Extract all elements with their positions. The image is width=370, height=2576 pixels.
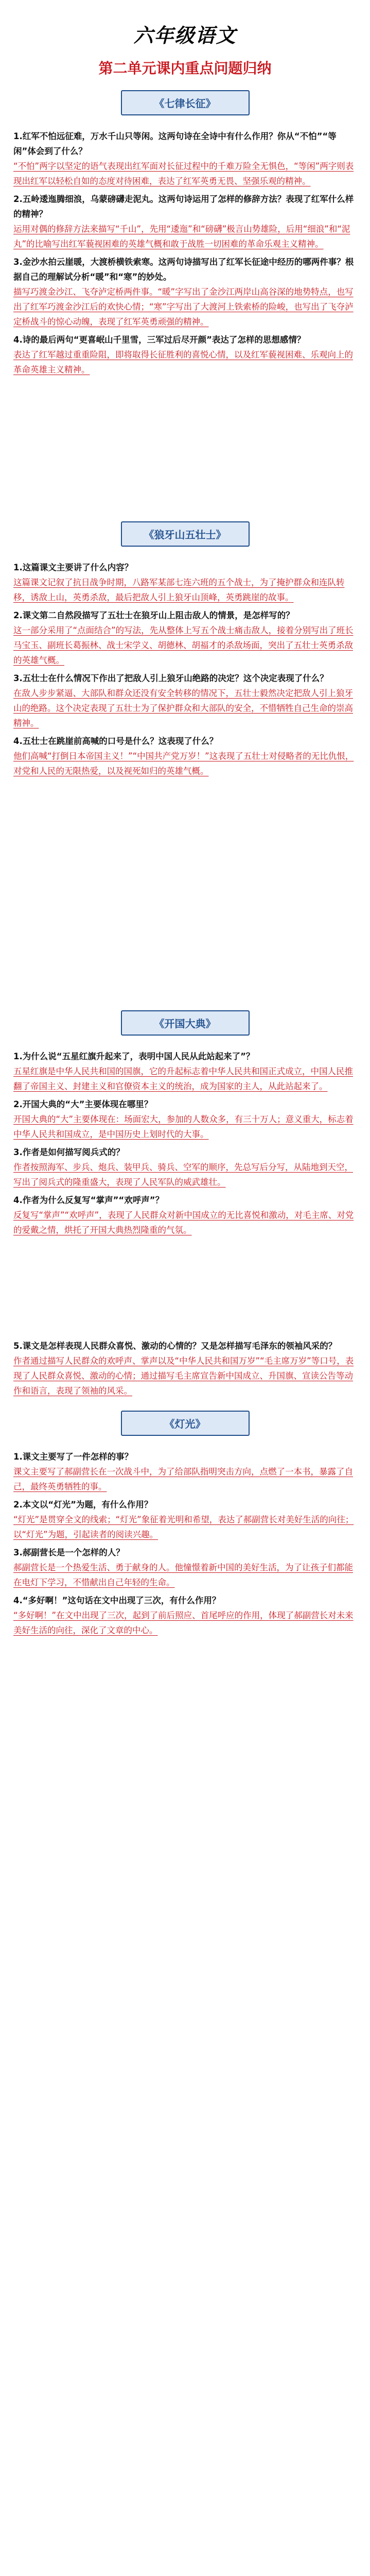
section-title-langyashan: 《狼牙山五壮士》 <box>121 521 250 547</box>
section-title-dengguang: 《灯光》 <box>121 1411 250 1436</box>
qa-item <box>13 560 357 605</box>
answer: 表达了红军越过重重险阻，即将取得长征胜利的喜悦心情，以及红军藐视困难、乐观向上的革命英雄主义精神。 <box>13 350 353 375</box>
section-title-kaiguo-dadian: 《开国大典》 <box>121 1010 250 1036</box>
qa-item <box>13 608 357 668</box>
qa-item <box>13 1338 357 1398</box>
qa-item <box>13 1593 357 1638</box>
answer: 他们高喊“打倒日本帝国主义！”“中国共产党万岁！”这表现了五壮士对侵略者的无比仇恨，对党和人民的无限热爱，以及视死如归的英雄气概。 <box>13 751 354 776</box>
question: 5.课文是怎样表现人民群众喜悦、激动的心情的？又是怎样描写毛泽东的领袖风采的？ <box>13 1341 337 1351</box>
spacer <box>13 782 357 998</box>
answer: 郝副营长是一个热爱生活、勇于献身的人。他憧憬着新中国的美好生活，为了让孩子们都能在电灯下学习，不惜献出自己年轻的生命。 <box>13 1563 353 1587</box>
qa-item <box>13 129 357 189</box>
question: 3.五壮士在什么情况下作出了把敌人引上狼牙山绝路的决定？这个决定表现了什么？ <box>13 673 328 683</box>
question: 1.这篇课文主要讲了什么内容？ <box>13 563 133 572</box>
question: 4.作者为什么反复写“掌声”“欢呼声”？ <box>13 1195 164 1205</box>
question: 4.诗的最后两句“更喜岷山千里雪，三军过后尽开颜”表达了怎样的思想感情？ <box>13 335 306 345</box>
qa-item <box>13 1449 357 1494</box>
question: 4.“多好啊！”这句话在文中出现了三次，有什么作用？ <box>13 1596 221 1605</box>
qa-item <box>13 255 357 329</box>
qa-item <box>13 734 357 778</box>
answer: 反复写“掌声”“欢呼声”，表现了人民群众对新中国成立的无比喜悦和激动，对毛主席、对党的爱戴之情，烘托了开国大典热烈隆重的气氛。 <box>13 1210 354 1235</box>
answer: 运用对偶的修辞方法来描写“千山”，先用“逶迤”和“磅礴”极言山势雄险，后用“细浪”和“泥丸”的比喻写出红军藐视困难的英雄气概和敢于战胜一切困难的革命乐观主义精神。 <box>13 224 350 249</box>
question: 3.郝副营长是一个怎样的人？ <box>13 1548 125 1557</box>
answer: “多好啊！”在文中出现了三次，起到了前后照应、首尾呼应的作用，体现了郝副营长对未来美好生活的向往，深化了文章的中心。 <box>13 1611 354 1635</box>
answer: 作者按照海军、步兵、炮兵、装甲兵、骑兵、空军的顺序，先总写后分写，从陆地到天空，写出了阅兵式的隆重盛大，表现了人民军队的威武雄壮。 <box>13 1162 353 1187</box>
question: 4.五壮士在跳崖前高喊的口号是什么？这表现了什么？ <box>13 736 218 746</box>
question: 1.红军不怕远征难，万水千山只等闲。这两句诗在全诗中有什么作用？你从“不怕”“等闲”体会到了什么？ <box>13 131 337 156</box>
question: 2.本文以“灯光”为题，有什么作用？ <box>13 1500 153 1510</box>
answer: 作者通过描写人民群众的欢呼声、掌声以及“中华人民共和国万岁”“毛主席万岁”等口号，表现了人民群众喜悦、激动的心情；通过描写毛主席宣告新中国成立、升国旗、宣读公告等动作和语言，表现了领袖的风采。 <box>13 1356 354 1396</box>
spacer <box>13 1241 357 1338</box>
qa-item <box>13 1193 357 1238</box>
question: 1.课文主要写了一件怎样的事？ <box>13 1452 133 1462</box>
qa-item <box>13 1545 357 1590</box>
question: 2.开国大典的“大”主要体现在哪里？ <box>13 1099 153 1109</box>
question: 3.金沙水拍云崖暖，大渡桥横铁索寒。这两句诗描写出了红军长征途中经历的哪两件事？根据自己的理解试分析“暖”和“寒”的妙处。 <box>13 257 354 282</box>
qa-item <box>13 671 357 731</box>
section-title-qilv-changzheng: 《七律长征》 <box>121 90 250 115</box>
question: 2.五岭逶迤腾细浪，乌蒙磅礴走泥丸。这两句诗运用了怎样的修辞方法？表现了红军什么样的精神？ <box>13 194 354 219</box>
question: 2.课文第二自然段描写了五壮士在狼牙山上阻击敌人的情景，是怎样写的？ <box>13 611 294 620</box>
qa-item <box>13 1049 357 1094</box>
spacer <box>13 1641 357 1672</box>
qa-item <box>13 1497 357 1542</box>
question: 3.作者是如何描写阅兵式的？ <box>13 1147 125 1157</box>
answer: 这一部分采用了“点面结合”的写法，先从整体上写五个战士痛击敌人，接着分别写出了班长马宝玉、副班长葛振林、战士宋学义、胡德林、胡福才的杀敌场面，突出了五壮士英勇杀敌的英雄气概。 <box>13 625 354 665</box>
answer: 这篇课文记叙了抗日战争时期，八路军某部七连六班的五个战士，为了掩护群众和连队转移，诱敌上山，英勇杀敌，最后把敌人引上狼牙山顶峰，英勇跳崖的故事。 <box>13 578 345 602</box>
answer: 开国大典的“大”主要体现在：场面宏大，参加的人数众多，有三十万人；意义重大，标志着中华人民共和国成立，是中国历史上划时代的大事。 <box>13 1114 354 1139</box>
answer: 描写巧渡金沙江、飞夺泸定桥两件事。“暖”字写出了金沙江两岸山高谷深的地势特点，也写出了红军巧渡金沙江后的欢快心情；“寒”字写出了大渡河上铁索桥的险峻，也写出了飞夺泸定桥战斗的惊心动魄，表现了红军英勇顽强的精神。 <box>13 287 354 327</box>
question: 1.为什么说“五星红旗升起来了，表明中国人民从此站起来了”？ <box>13 1052 255 1061</box>
brand-title: 六年级语文 <box>133 24 237 47</box>
qa-item <box>13 332 357 377</box>
answer: 课文主要写了郝副营长在一次战斗中，为了给部队指明突击方向，点燃了一本书，暴露了自己，最终英勇牺牲的事。 <box>13 1467 353 1492</box>
answer: 五星红旗是中华人民共和国的国旗，它的升起标志着中华人民共和国正式成立，中国人民推翻了帝国主义、封建主义和官僚资本主义的统治，成为国家的主人，从此站起来了。 <box>13 1066 353 1091</box>
qa-item <box>13 1145 357 1190</box>
unit-title: 第二单元课内重点问题归纳 <box>98 60 272 77</box>
answer: “不怕”两字以坚定的语气表现出红军面对长征过程中的千难万险全无惧色，“等闲”两字则表现出红军以轻松自如的态度对待困难，表达了红军英勇无畏、坚强乐观的精神。 <box>13 161 354 186</box>
qa-item <box>13 192 357 251</box>
qa-item <box>13 1097 357 1142</box>
spacer <box>13 380 357 509</box>
answer: 在敌人步步紧逼、大部队和群众还没有安全转移的情况下，五壮士毅然决定把敌人引上狼牙山的绝路。这个决定表现了五壮士为了保护群众和大部队的安全，不惜牺牲自己生命的崇高精神。 <box>13 688 353 728</box>
answer: “灯光”是贯穿全文的线索；“灯光”象征着光明和希望，表达了郝副营长对美好生活的向往；以“灯光”为题，引起读者的阅读兴趣。 <box>13 1515 354 1539</box>
